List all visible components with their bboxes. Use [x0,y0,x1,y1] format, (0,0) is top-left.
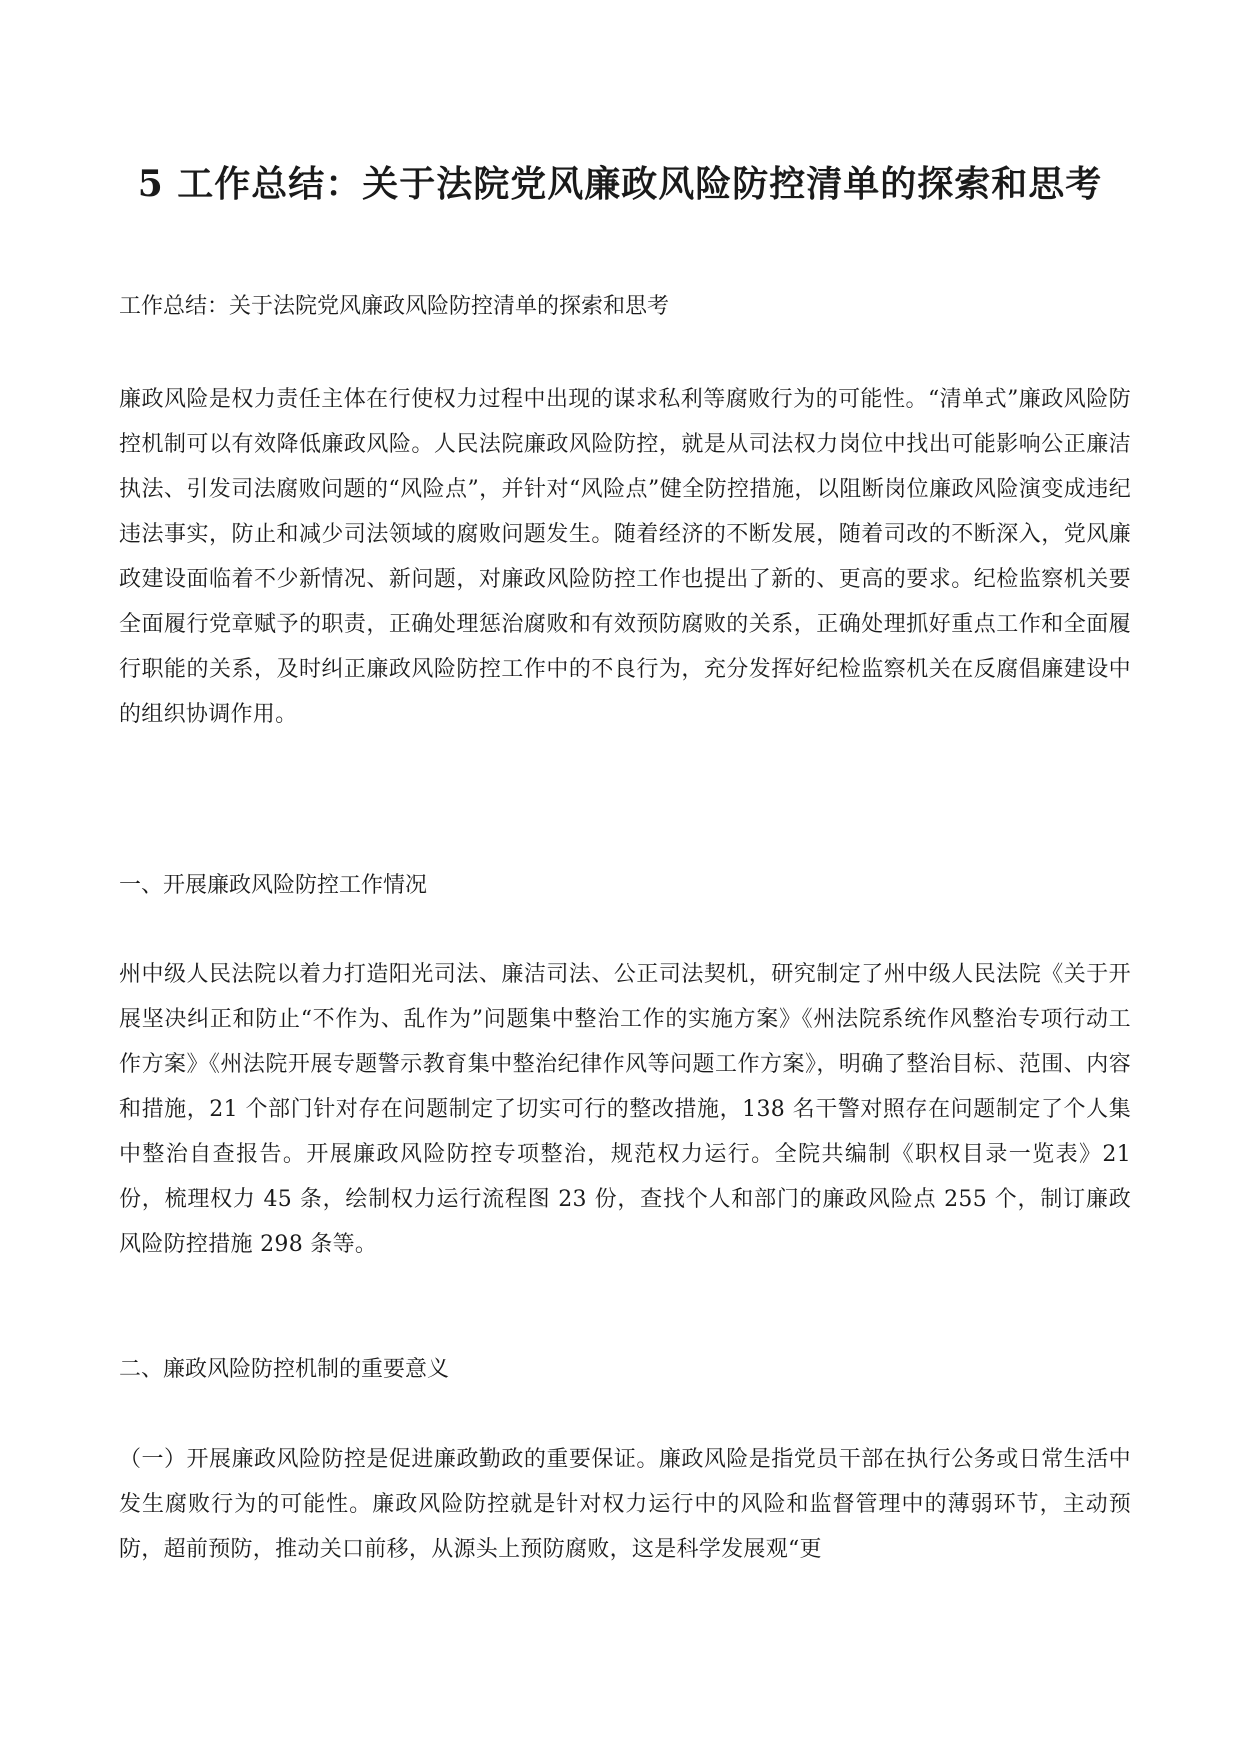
intro-paragraph: 廉政风险是权力责任主体在行使权力过程中出现的谋求私利等腐败行为的可能性。“清单式”廉政风险防控机制可以有效降低廉政风险。人民法院廉政风险防控，就是从司法权力岗位中找出可能影响公正廉洁执法、引发司法腐败问题的“风险点”，并针对“风险点”健全防控措施，以阻断岗位廉政风险演变成违纪违法事实，防止和减少司法领域的腐败问题发生。随着经济的不断发展，随着司改的不断深入，党风廉政建设面临着不少新情况、新问题，对廉政风险防控工作也提出了新的、更高的要求。纪检监察机关要全面履行党章赋予的职责，正确处理惩治腐败和有效预防腐败的关系，正确处理抓好重点工作和全面履行职能的关系，及时纠正廉政风险防控工作中的不良行为，充分发挥好纪检监察机关在反腐倡廉建设中的组织协调作用。 [119,387,1131,727]
section-2-heading: 二、廉政风险防控机制的重要意义 [119,1357,450,1382]
section-2-paragraph: （一）开展廉政风险防控是促进廉政勤政的重要保证。廉政风险是指党员干部在执行公务或日常生活中发生腐败行为的可能性。廉政风险防控就是针对权力运行中的风险和监督管理中的薄弱环节，主动预防，超前预防，推动关口前移，从源头上预防腐败，这是科学发展观“更 [119,1447,1131,1562]
document-subtitle: 工作总结：关于法院党风廉政风险防控清单的探索和思考 [119,294,670,319]
page-title: 5 工作总结：关于法院党风廉政风险防控清单的探索和思考 [137,163,1103,205]
section-1-paragraph: 州中级人民法院以着力打造阳光司法、廉洁司法、公正司法契机，研究制定了州中级人民法院《关于开展坚决纠正和防止“不作为、乱作为”问题集中整治工作的实施方案》《州法院系统作风整治专项行动工作方案》《州法院开展专题警示教育集中整治纪律作风等问题工作方案》，明确了整治目标、范围、内容和措施，21 个部门针对存在问题制定了切实可行的整改措施，138 名干警对照存在问题制定了个人集中整治自查报告。开展廉政风险防控专项整治，规范权力运行。全院共编制《职权目录一览表》21 份，梳理权力 45 条，绘制权力运行流程图 23 份，查找个人和部门的廉政风险点 255 个，制订廉政风险防控措施 298 条等。 [119,962,1131,1257]
section-1-heading: 一、开展廉政风险防控工作情况 [119,873,428,898]
